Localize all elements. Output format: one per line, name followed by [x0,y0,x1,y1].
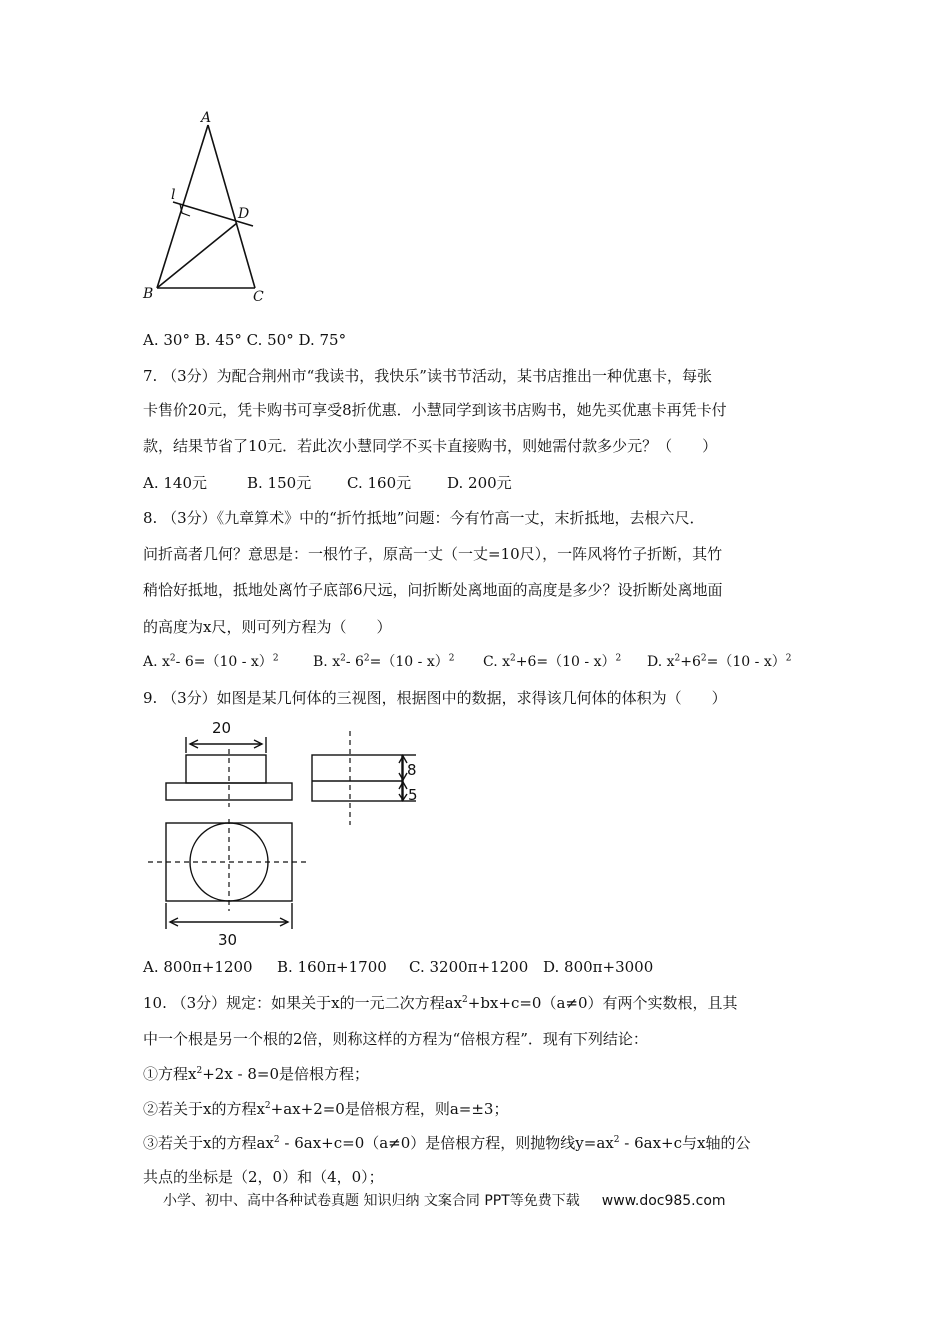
q9-option-c: C. 3200π+1200 [409,958,529,976]
label-A: A [201,110,212,126]
q7-line3: 款，结果节省了10元．若此次小慧同学不买卡直接购书，则她需付款多少元？（ ） [143,437,718,455]
dim-8: 8 [407,761,417,779]
q8-line3: 稍恰好抵地，抵地处离竹子底部6尺远，问折断处离地面的高度是多少？设折断处离地面 [143,581,723,599]
q6-options: A. 30° B. 45° C. 50° D. 75° [143,331,347,349]
q10-line1: 10. （3分）规定：如果关于x的一元二次方程$ax^2+bx+c=0(a\ne 0)$有两个实数根，且其 [143,994,738,1012]
footer-text: 小学、初中、高中各种试卷真题 知识归纳 文案合同 PPT等免费下载 [163,1193,580,1209]
q9-options [143,957,653,977]
three-view-figure [140,715,460,945]
q7-option-d: D. 200元 [447,474,512,492]
q9-option-d: D. 800π+3000 [543,958,654,976]
footer-url[interactable]: www.doc985.com [601,1193,726,1209]
q10-conclusion-1: ①方程$x^2+2x - 8=0$是倍根方程； [143,1065,370,1083]
label-C: C [253,289,264,305]
label-B: B [143,286,154,302]
q8-options [143,652,791,672]
dim-30: 30 [218,931,238,945]
q8-option-c: C. $x^2+6=(10 - x)^2$ [483,653,622,670]
q10-line2: 中一个根是另一个根的2倍，则称这样的方程为“倍根方程”．现有下列结论： [143,1030,648,1048]
q7-option-b: B. 150元 [247,474,312,492]
q8-option-b: B. $x^2-$ $6^2=(10 - x)^2$ [313,653,455,670]
q7-line2: 卡售价20元，凭卡购书可享受8折优惠．小慧同学到该书店购书，她先买优惠卡再凭卡付 [143,401,727,419]
q8-option-d: D. $x^2+6^2=(10 - x)^2$ [647,653,792,670]
q10-conclusion-2: ②若关于x的方程$x^2+ax+2=0$是倍根方程，则a=±3； [143,1100,509,1118]
triangle-figure [135,105,285,310]
dim-5: 5 [408,786,418,804]
label-D: D [238,206,250,222]
q10-conclusion-3: ③若关于x的方程$ax^2 - 6ax+c=0(a\ne 0)$是倍根方程，则抛物线$y=ax^2 - 6ax+c$与x轴的公 [143,1134,751,1152]
q9-option-b: B. 160π+1700 [277,958,387,976]
q8-option-a: A. $x^2-$ 6=（10 - x）$^2$ [143,653,279,670]
q8-line4: 的高度为x尺，则可列方程为（ ） [143,618,392,636]
q9-option-a: A. 800π+1200 [143,958,253,976]
q7-option-a: A. 140元 [143,474,207,492]
dim-20: 20 [212,719,232,737]
label-l: l [171,187,176,203]
footer [163,1190,726,1210]
q9-line1: 9. （3分）如图是某几何体的三视图，根据图中的数据，求得该几何体的体积为（ ） [143,689,727,707]
q10-last-line: 共点的坐标是（2，0）和（4，0）； [143,1168,384,1186]
q8-line1: 8. （3分）《九章算术》中的“折竹抵地”问题：今有竹高一丈，末折抵地，去根六尺． [143,509,705,527]
q8-line2: 问折高者几何？意思是：一根竹子，原高一丈（一丈=10尺），一阵风将竹子折断，其竹 [143,545,723,563]
q7-options [143,473,512,493]
q7-line1: 7. （3分）为配合荆州市“我读书，我快乐”读书节活动，某书店推出一种优惠卡，每张 [143,367,712,385]
q7-option-c: C. 160元 [347,474,412,492]
